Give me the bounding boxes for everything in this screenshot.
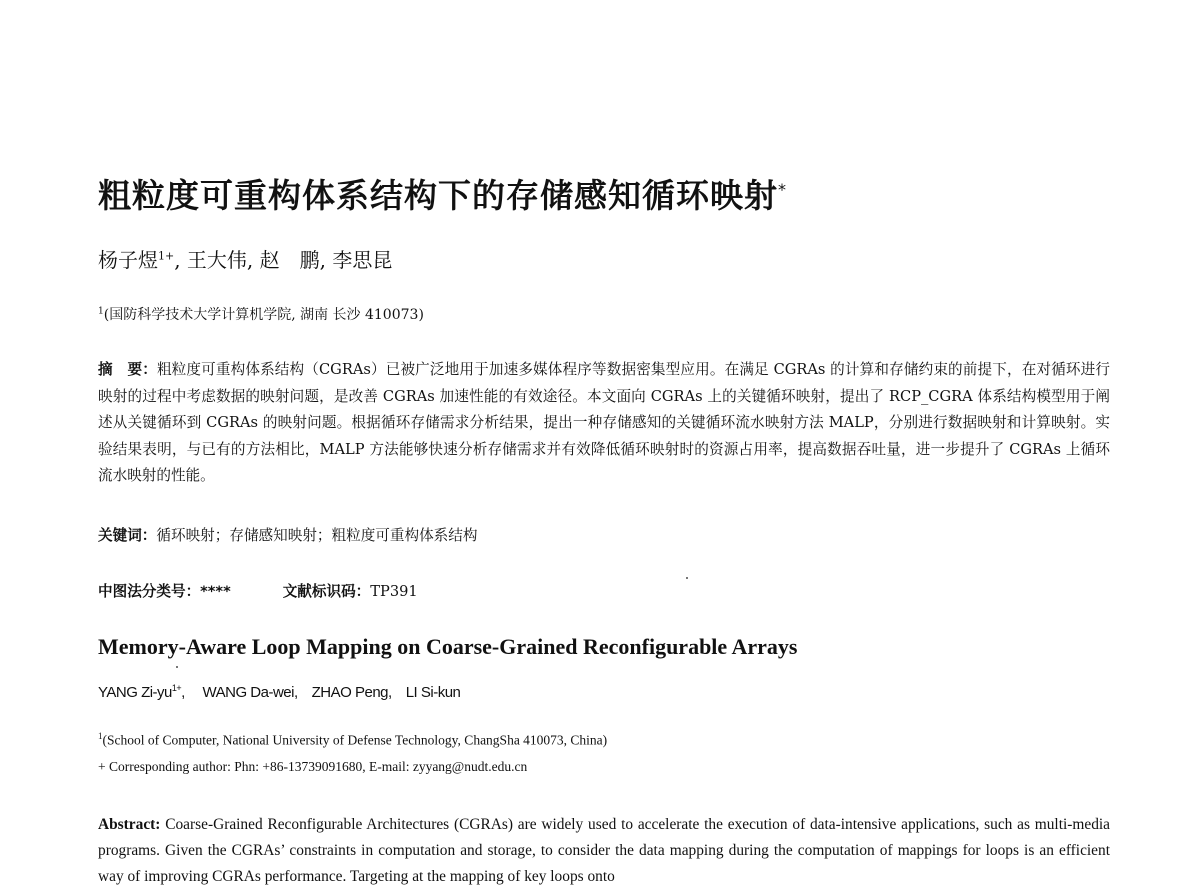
english-authors [98,683,460,701]
abstract-label-zh: 摘 要： [98,361,157,378]
affiliation-text-zh: (国防科学技术大学计算机学院, 湖南 长沙 410073) [103,307,424,323]
english-title: Memory-Aware Loop Mapping on Coarse-Grained Reconfigurable Arrays [98,634,798,659]
classification-line [98,580,418,601]
abstract-label-en: Abstract: [98,816,161,833]
keywords-label-zh: 关键词： [98,527,157,544]
affiliation-mark-en: 1 [98,731,103,741]
chinese-abstract [98,357,1110,490]
clc-label: 中图法分类号： [98,583,201,600]
chinese-affiliation [98,304,424,324]
doc-code-value: TP391 [370,583,418,600]
chinese-keywords [98,524,477,545]
author-first-zh: 杨子煜 [98,248,158,272]
english-affiliation [98,731,607,749]
author-third-en: ZHAO Peng, [311,684,392,701]
scan-speck [686,577,688,579]
author-second-en: WANG Da-wei, [202,684,298,701]
author-first-en: YANG Zi-yu [98,684,172,701]
doc-code-label: 文献标识码： [282,583,371,600]
abstract-text-zh: 粗粒度可重构体系结构（CGRAs）已被广泛地用于加速多媒体程序等数据密集型应用。在满足 CGRAs 的计算和存储约束的前提下，在对循环进行映射的过程中考虑数据的映射问题，是改善 CGRAs 加速性能的有效途径。本文面向 CGRAs 上的关键循环映射，提出了 RCP_CGRA 体系结构模型用于阐述从关键循环到 CGRAs 的映射问题。根据循环存储需求分析结果，提出一种存储感知的关键循环流水映射方法 MALP，分别进行数据映射和计算映射。实验结果表明，与已有的方法相比，MALP 方法能够快速分析存储需求并有效降低循环映射时的资源占用率，提高数据吞吐量，进一步提升了 CGRAs 上循环流水映射的性能。 [98,361,1110,484]
affiliation-mark-zh: 1 [98,306,104,317]
english-abstract [98,812,1110,891]
author-separator: , [181,684,189,701]
abstract-text-en: Coarse-Grained Reconfigurable Architectures (CGRAs) are widely used to accelerate the execution of data-intensive applications, such as multi-media programs. Given the CGRAs’ constraints in computation and storage, to consider the data mapping during the computation of mappings for loops is an efficient way of improving CGRAs performance. Targeting at the mapping of key loops onto [98,816,1110,886]
keywords-text-zh: 循环映射；存储感知映射；粗粒度可重构体系结构 [156,527,478,544]
affiliation-text-en: (School of Computer, National University of Defense Technology, ChangSha 410073, China) [102,732,608,748]
chinese-title [98,170,787,217]
corresponding-author: + Corresponding author: Phn: +86-13739091680, E-mail: zyyang@nudt.edu.cn [98,759,528,774]
author-affiliation-mark-en: 1+ [171,683,182,693]
chinese-authors [98,244,392,273]
author-fourth-en: LI Si-kun [405,684,461,701]
clc-value: **** [200,583,231,600]
scan-speck [176,666,178,668]
author-others-zh: , 王大伟, 赵 鹏, 李思昆 [174,248,393,272]
title-footnote-mark: * [778,180,787,199]
chinese-title-text: 粗粒度可重构体系结构下的存储感知循环映射 [98,176,778,215]
author-affiliation-mark-zh: 1+ [158,249,175,263]
